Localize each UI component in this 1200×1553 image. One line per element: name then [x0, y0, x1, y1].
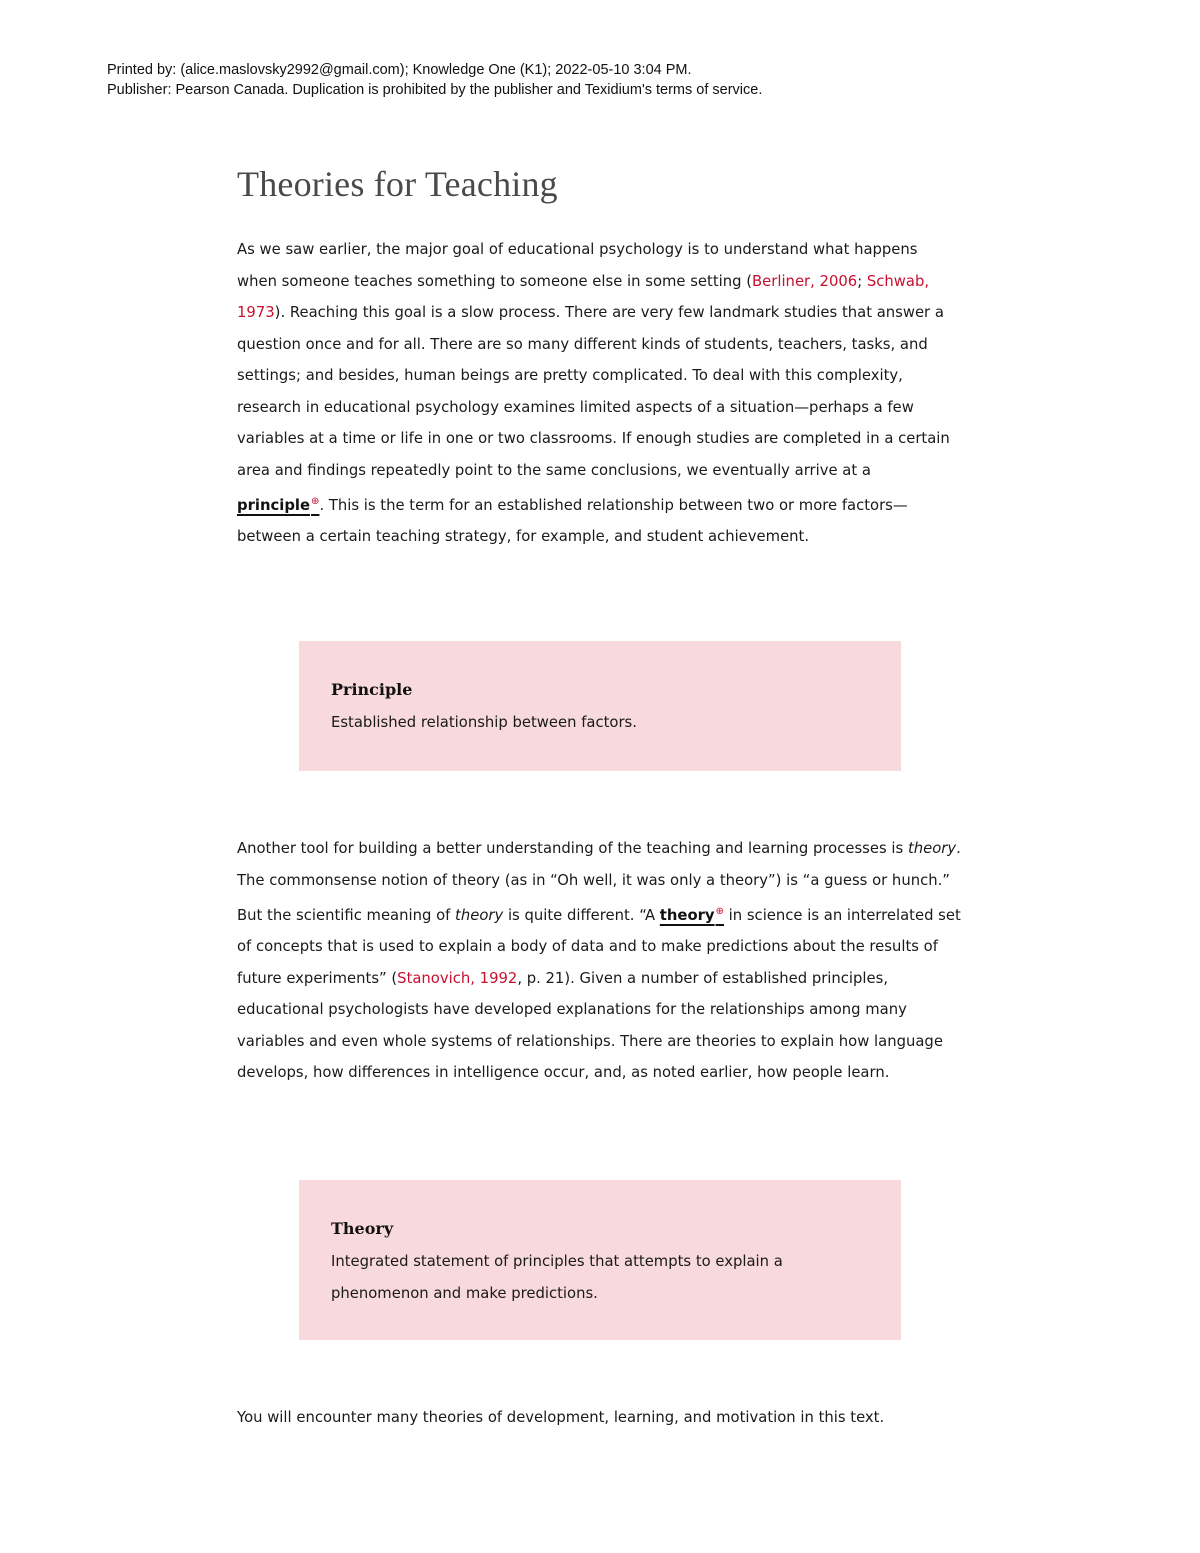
definition-box-theory: [299, 1180, 901, 1340]
text-run: ). Reaching this goal is a slow process. There are very few landmark studies that answer a question once and for all. There are so many different kinds of students, teachers, tasks, and settings; and besides, human beings are pretty complicated. To deal with this complexity, research in educational psychology examines limited aspects of a situation—perhaps a few variables at a time or life in one or two classrooms. If enough studies are completed in a certain area and findings repeatedly point to the same conclusions, we eventually arrive at a: [237, 304, 950, 479]
glossary-popup-icon: ⊕: [311, 496, 320, 507]
definition-text: Established relationship between factors.: [331, 714, 637, 731]
text-run: in science is an interrelated set of concepts that is used to explain a body of data and to make predictions about the results of future experiments” (: [237, 906, 961, 987]
citation-link-stanovich[interactable]: Stanovich, 1992: [397, 969, 518, 987]
definition-title: Theory: [331, 1219, 394, 1238]
print-header-line1: Printed by: (alice.maslovsky2992@gmail.com); Knowledge One (K1); 2022-05-10 3:04 PM.: [107, 62, 692, 78]
glossary-term-theory[interactable]: [660, 907, 724, 924]
glossary-term-principle[interactable]: [237, 497, 319, 514]
print-header: [107, 60, 762, 100]
print-header-line2: Publisher: Pearson Canada. Duplication is prohibited by the publisher and Texidium's terms of service.: [107, 82, 763, 98]
paragraph-closing: You will encounter many theories of development, learning, and motivation in this text.: [237, 1409, 885, 1426]
text-run: Another tool for building a better understanding of the teaching and learning processes is: [237, 840, 908, 857]
text-run: , p. 21). Given a number of established principles, educational psychologists have developed explanations for the relationships among many variables and even whole systems of relationships. There are theories to explain how language develops, how differences in intelligence occur, and, as noted earlier, how people learn.: [237, 969, 943, 1082]
citation-link-schwab[interactable]: Schwab, 1973: [237, 272, 930, 321]
definition-box-principle: [299, 641, 901, 771]
paragraph-intro: [237, 234, 962, 553]
text-run: As we saw earlier, the major goal of educational psychology is to understand what happens when someone teaches something to someone else in some setting (: [237, 241, 918, 290]
definition-title: Principle: [331, 680, 413, 699]
glossary-popup-icon: ⊕: [715, 906, 724, 917]
glossary-term-label: principle: [237, 496, 311, 514]
text-run: ;: [857, 272, 867, 290]
text-run: . The commonsense notion of theory (as in “Oh well, it was only a theory”) is “a guess or hunch.” But the scientific meaning of: [237, 840, 961, 924]
glossary-term-label: theory: [659, 906, 715, 924]
paragraph-theory: [237, 833, 962, 1089]
page-title: Theories for Teaching: [237, 164, 558, 204]
citation-link-berliner[interactable]: Berliner, 2006: [752, 272, 858, 290]
emphasis-theory: theory: [907, 840, 957, 857]
text-run: is quite different. “A: [503, 906, 660, 924]
text-run: . This is the term for an established relationship between two or more factors—between a certain teaching strategy, for example, and student achievement.: [237, 496, 908, 546]
definition-text: Integrated statement of principles that attempts to explain a phenomenon and make predictions.: [331, 1253, 783, 1302]
emphasis-theory: theory: [455, 906, 504, 924]
